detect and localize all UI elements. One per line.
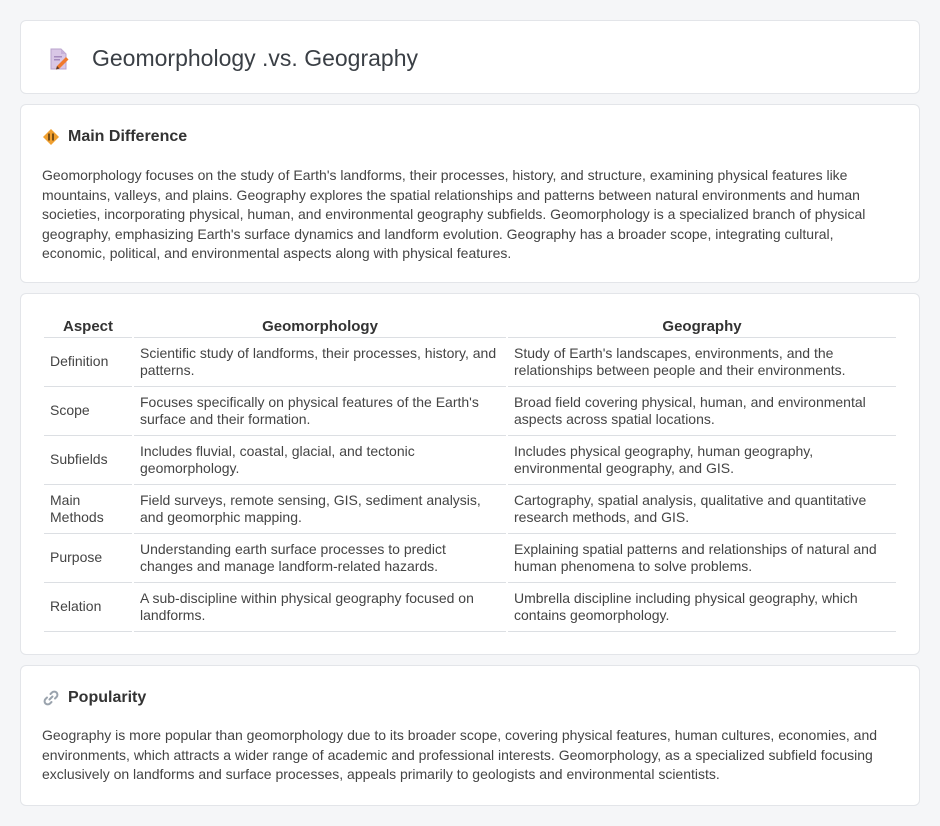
geography-cell: Includes physical geography, human geography, environmental geography, and GIS.	[508, 436, 896, 485]
main-difference-text: Geomorphology focuses on the study of Earth's landforms, their processes, history, and structure, examining physical features like mountains, valleys, and plains. Geography explores the spatial relationships and patterns between natural environments and human societies, incorporating physical, human, and environmental geography subfields. Geomorphology is a specialized branch of physical geography, emphasizing Earth's surface dynamics and landform evolution. Geography has a broader scope, integrating cultural, economic, political, and environmental aspects along with physical features.	[42, 167, 866, 261]
geography-cell: Cartography, spatial analysis, qualitative and quantitative research methods, and GIS.	[508, 485, 896, 534]
comparison-section	[20, 293, 920, 655]
popularity-text: Geography is more popular than geomorphology due to its broader scope, covering physical features, human cultures, economies, and environments, which attracts a wider range of academic and professional interests. Geomorphology, as a specialized subfield focusing exclusively on landforms and surface processes, appeals primarily to geologists and environmental scientists.	[42, 727, 878, 782]
popularity-section	[20, 665, 920, 806]
aspect-cell: Definition	[44, 338, 132, 387]
aspect-cell: Relation	[44, 583, 132, 632]
popularity-header	[42, 689, 146, 707]
table-row	[44, 387, 896, 436]
aspect-cell: Scope	[44, 387, 132, 436]
table-header-row	[44, 316, 896, 338]
table-row	[44, 338, 896, 387]
geomorphology-cell: Scientific study of landforms, their processes, history, and patterns.	[134, 338, 506, 387]
document-edit-icon	[48, 47, 70, 71]
geography-cell: Study of Earth's landscapes, environments, and the relationships between people and their environments.	[508, 338, 896, 387]
geomorphology-cell: Understanding earth surface processes to predict changes and manage landform-related hazards.	[134, 534, 506, 583]
main-difference-section	[20, 104, 920, 283]
main-difference-header	[42, 128, 187, 146]
table-row	[44, 534, 896, 583]
table-row	[44, 436, 896, 485]
column-header-aspect: Aspect	[44, 316, 132, 338]
diamond-sign-icon	[42, 128, 60, 146]
geography-cell: Explaining spatial patterns and relationships of natural and human phenomena to solve problems.	[508, 534, 896, 583]
title-card	[20, 20, 920, 94]
main-difference-heading: Main Difference	[68, 128, 188, 145]
aspect-cell: Subfields	[44, 436, 132, 485]
link-icon	[42, 689, 60, 707]
geography-cell: Umbrella discipline including physical geography, which contains geomorphology.	[508, 583, 896, 632]
comparison-table	[42, 316, 898, 632]
column-header-geomorphology: Geomorphology	[134, 316, 506, 338]
aspect-cell: Main Methods	[44, 485, 132, 534]
geomorphology-cell: A sub-discipline within physical geography focused on landforms.	[134, 583, 506, 632]
popularity-heading: Popularity	[68, 689, 147, 706]
geomorphology-cell: Includes fluvial, coastal, glacial, and tectonic geomorphology.	[134, 436, 506, 485]
geography-cell: Broad field covering physical, human, and environmental aspects across spatial locations.	[508, 387, 896, 436]
geomorphology-cell: Focuses specifically on physical features of the Earth's surface and their formation.	[134, 387, 506, 436]
table-row	[44, 485, 896, 534]
page-title: Geomorphology .vs. Geography	[92, 45, 419, 71]
column-header-geography: Geography	[508, 316, 896, 338]
aspect-cell: Purpose	[44, 534, 132, 583]
table-row	[44, 583, 896, 632]
geomorphology-cell: Field surveys, remote sensing, GIS, sediment analysis, and geomorphic mapping.	[134, 485, 506, 534]
